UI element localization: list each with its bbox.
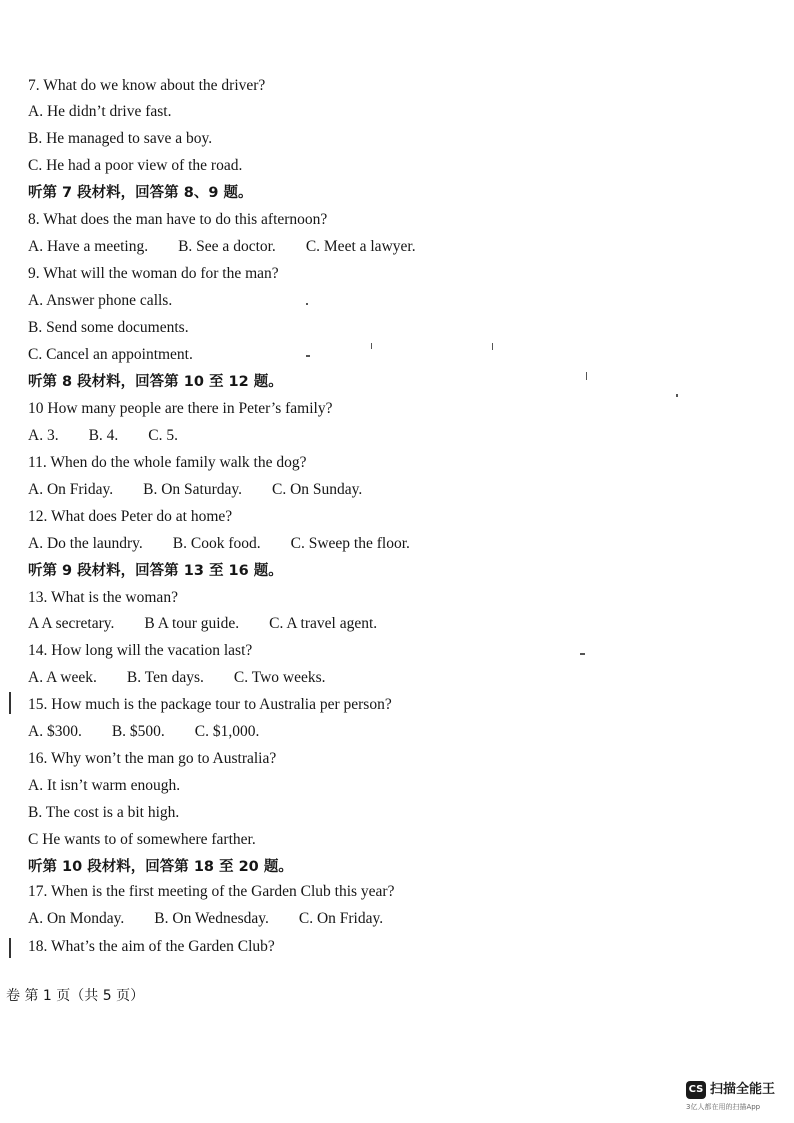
option-row: [28, 237, 416, 257]
page-footer: 卷 第 1 页（共 5 页）: [6, 988, 145, 1004]
scan-speck: [306, 303, 308, 305]
option-row: [28, 668, 326, 688]
answer-option: B. 4.: [88, 427, 119, 444]
answer-option: A. Do the laundry.: [28, 535, 143, 552]
answer-option: C He wants to of somewhere farther.: [28, 831, 256, 848]
answer-option: B. $500.: [111, 723, 165, 740]
section-instruction: 听第 8 段材料，回答第 10 至 12 题。: [28, 374, 283, 390]
scan-speck: [492, 343, 493, 350]
answer-option: C. Two weeks.: [233, 669, 326, 686]
scan-speck: [676, 394, 678, 397]
answer-option: C. Meet a lawyer.: [305, 238, 416, 255]
answer-option: A. On Monday.: [28, 910, 125, 927]
answer-option: B. On Wednesday.: [154, 910, 269, 927]
question-text: 12. What does Peter do at home?: [28, 508, 233, 525]
answer-option: A. 3.: [28, 427, 59, 444]
option-row: [28, 480, 362, 500]
answer-option: C. He had a poor view of the road.: [28, 157, 243, 174]
answer-option: C. Cancel an appointment.: [28, 346, 193, 363]
answer-option: C. On Sunday.: [271, 481, 363, 498]
answer-option: C. A travel agent.: [269, 615, 378, 632]
section-instruction: 听第 10 段材料，回答第 18 至 20 题。: [28, 859, 293, 875]
margin-mark: [9, 938, 11, 958]
cs-logo-icon: CS: [686, 1081, 706, 1099]
question-text: 15. How much is the package tour to Australia per person?: [28, 696, 392, 713]
answer-option: C. On Friday.: [298, 910, 384, 927]
answer-option: B A tour guide.: [144, 615, 240, 632]
answer-option: A. Have a meeting.: [28, 238, 149, 255]
question-text: 16. Why won’t the man go to Australia?: [28, 750, 277, 767]
scan-speck: [306, 355, 310, 357]
answer-option: A. On Friday.: [28, 481, 114, 498]
answer-option: C. Sweep the floor.: [290, 535, 410, 552]
option-row: [28, 722, 259, 742]
option-row: [28, 909, 383, 929]
section-instruction: 听第 9 段材料，回答第 13 至 16 题。: [28, 563, 283, 579]
answer-option: A. He didn’t drive fast.: [28, 103, 172, 120]
watermark-name: 扫描全能王: [710, 1082, 776, 1097]
question-text: 14. How long will the vacation last?: [28, 642, 253, 659]
answer-option: C. $1,000.: [194, 723, 260, 740]
answer-option: B. See a doctor.: [178, 238, 276, 255]
answer-option: B. On Saturday.: [143, 481, 242, 498]
answer-option: B. The cost is a bit high.: [28, 804, 180, 821]
section-instruction: 听第 7 段材料，回答第 8、9 题。: [28, 185, 253, 201]
question-text: 11. When do the whole family walk the dog?: [28, 454, 307, 471]
scan-speck: [586, 372, 587, 380]
question-text: 7. What do we know about the driver?: [28, 77, 266, 94]
question-text: 10 How many people are there in Peter’s family?: [28, 400, 333, 417]
answer-option: B. He managed to save a boy.: [28, 130, 213, 147]
answer-option: A. $300.: [28, 723, 82, 740]
option-row: [28, 614, 377, 634]
margin-mark: [9, 692, 11, 714]
answer-option: B. Ten days.: [126, 669, 204, 686]
scan-speck: [580, 653, 585, 655]
watermark-tagline: 3亿人都在用的扫描App: [686, 1103, 761, 1111]
answer-option: B. Cook food.: [172, 535, 261, 552]
question-text: 13. What is the woman?: [28, 589, 178, 606]
answer-option: B. Send some documents.: [28, 319, 189, 336]
question-text: 18. What’s the aim of the Garden Club?: [28, 938, 275, 955]
option-row: [28, 426, 178, 446]
answer-option: A. It isn’t warm enough.: [28, 777, 181, 794]
answer-option: C. 5.: [148, 427, 179, 444]
answer-option: A A secretary.: [28, 615, 115, 632]
scan-speck: [371, 343, 372, 349]
camscanner-watermark: [686, 1081, 794, 1117]
question-text: 9. What will the woman do for the man?: [28, 265, 279, 282]
answer-option: A. A week.: [28, 669, 97, 686]
question-text: 8. What does the man have to do this afternoon?: [28, 211, 328, 228]
answer-option: A. Answer phone calls.: [28, 292, 173, 309]
question-text: 17. When is the first meeting of the Garden Club this year?: [28, 883, 395, 900]
option-row: [28, 534, 410, 554]
